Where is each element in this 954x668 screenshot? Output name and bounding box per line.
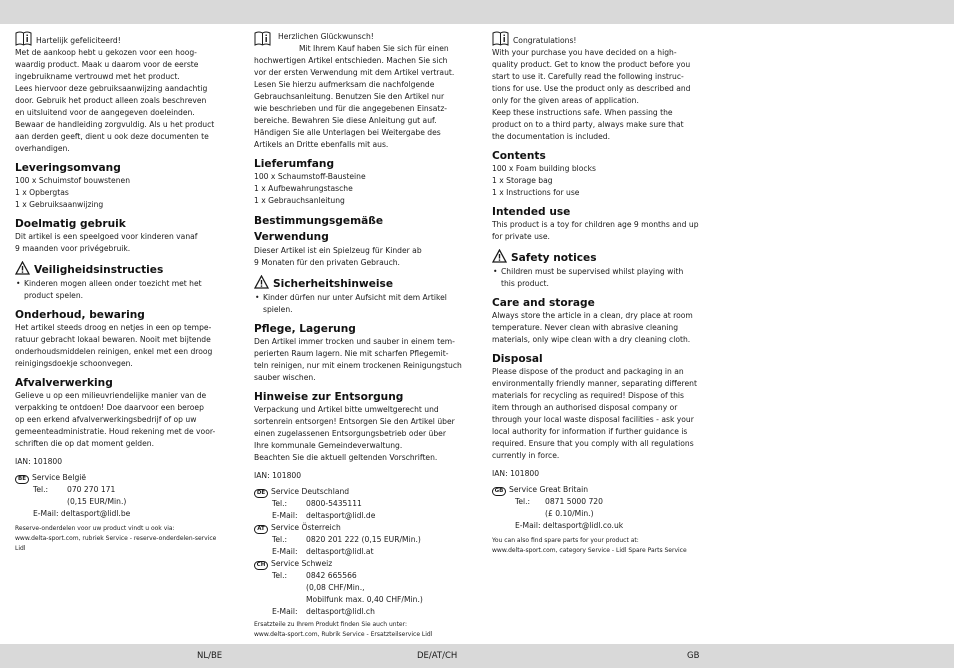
top-bar xyxy=(0,0,954,24)
intro-text: Met de aankoop hebt u gekozen voor een hoog- waardig product. Maak u daarom voor de eerste ingebruikname vertrouwd met het product. Lees hiervoor deze gebruiksaanwijzing aandachtig door. Gebruik het product alleen zoals beschreven en uitsluitend voor de aangegeven doeleinden. Bewaar de handleiding zorgvuldig. Als u het product aan derden geeft, dient u ook deze documenten te overhandigen. xyxy=(15,48,215,153)
heading-safety xyxy=(15,261,227,278)
heading-contents: Leveringsomvang xyxy=(15,162,121,174)
heading-disposal: Disposal xyxy=(492,353,543,365)
heading-use: Doelmatig gebruik xyxy=(15,218,126,230)
bottom-bar xyxy=(0,644,954,668)
email-line: E-Mail: deltasport@lidl.co.uk xyxy=(515,521,624,530)
use-text: Dit artikel is een speelgoed voor kinderen vanaf 9 maanden voor privégebruik. xyxy=(15,232,198,253)
column-gb xyxy=(492,31,706,556)
email-line: E-Mail: deltasport@lidl.be xyxy=(33,509,131,518)
service-block-de xyxy=(254,486,466,522)
tel-price: (0,08 CHF/Min., xyxy=(306,583,365,592)
footer-de-at-ch: DE/AT/CH xyxy=(417,651,458,661)
service-block xyxy=(15,472,227,520)
heading-use: Intended use xyxy=(492,206,571,218)
service-name: Service Deutschland xyxy=(271,487,350,496)
disposal-text: Gelieve u op een milieuvriendelijke manier van de verpakking te ontdoen! Doe daarvoor een beroep op een erkend afvalverwerkingsbedrijf of op uw gemeenteadministratie. Houd rekening met de voor- schriften die op dat moment gelden. xyxy=(15,391,216,448)
tel-label: Tel.: xyxy=(33,485,49,494)
service-name: Service Great Britain xyxy=(509,485,589,494)
heading-care: Pflege, Lagerung xyxy=(254,323,356,335)
service-block-ch xyxy=(254,558,466,618)
heading-contents: Contents xyxy=(492,150,546,162)
intro-section xyxy=(15,31,227,155)
care-text: Always store the article in a clean, dry place at room temperature. Never clean with abrasive cleaning materials, only wipe clean with a dry cleaning cloth. xyxy=(492,311,693,344)
intro-section xyxy=(492,31,706,143)
heading-disposal: Hinweise zur Entsorgung xyxy=(254,391,404,403)
heading-care: Care and storage xyxy=(492,297,595,309)
use-text: Dieser Artikel ist ein Spielzeug für Kinder ab 9 Monaten für den privaten Gebrauch. xyxy=(254,246,422,267)
tel-price-mobile: Mobilfunk max. 0,40 CHF/Min.) xyxy=(306,595,423,604)
intro-text: Mit Ihrem Kauf haben Sie sich für einen hochwertigen Artikel entschieden. Machen Sie sich vor der ersten Verwendung mit dem Artikel vertraut. Lesen Sie hierzu aufmerksam die nachfolgende Gebrauchsanleitung. Benutzen Sie den Artikel nur wie beschrieben und für die angegebenen Einsatz- bereiche. Bewahren Sie diese Anleitung gut auf. Händigen Sie alle Unterlagen bei Weitergabe des Artikels an Dritte ebenfalls mit aus. xyxy=(254,44,455,149)
column-de xyxy=(254,31,466,640)
heading-safety-label: Safety notices xyxy=(511,252,597,264)
service-name: Service België xyxy=(32,473,87,482)
intro-text: With your purchase you have decided on a high- quality product. Get to know the product before you start to use it. Carefully read the following instruc- tions for use. Use the product only as described and only for the given areas of application. Keep these instructions safe. When passing the product on to a third party, always make sure that the documentation is included. xyxy=(492,48,691,141)
intro-greeting: Congratulations! xyxy=(513,36,577,45)
tel-label: Tel.: xyxy=(272,571,288,580)
care-text: Den Artikel immer trocken und sauber in einem tem- perierten Raum lagern. Nie mit scharfen Pflegemit- teln reinigen, nur mit einem trockenen Reinigungstuch sauber wischen. xyxy=(254,337,462,382)
ian-number: IAN: 101800 xyxy=(254,471,302,480)
service-block xyxy=(492,484,706,532)
tel-price: (£ 0.10/Min.) xyxy=(545,509,594,518)
tel-number: 0820 201 222 (0,15 EUR/Min.) xyxy=(306,535,421,544)
email-label: E-Mail: xyxy=(272,511,298,520)
email-label: E-Mail: xyxy=(272,547,298,556)
safety-text: • Children must be supervised whilst playing with this product. xyxy=(492,266,706,290)
warning-triangle-icon xyxy=(254,275,269,289)
intro-greeting: Herzlichen Glückwunsch! xyxy=(278,32,374,41)
footer-gb: GB xyxy=(687,651,700,661)
tel-label: Tel.: xyxy=(272,535,288,544)
email-address: deltasport@lidl.at xyxy=(306,547,374,556)
service-name: Service Österreich xyxy=(271,523,341,532)
spare-parts-note: Ersatzteile zu Ihrem Produkt finden Sie auch unter: www.delta-sport.com, Rubrik Service - Ersatzteilservice Lidl xyxy=(254,621,433,638)
disposal-text: Please dispose of the product and packaging in an environmentally friendly manner, separating different materials for recycling as required! Dispose of this item through an authorised disposal company or through your local waste disposal facilities - ask your local authority for information if further guidance is required. Ensure that you comply with all regulations currently in force. xyxy=(492,367,697,460)
warning-triangle-icon xyxy=(492,249,507,263)
care-text: Het artikel steeds droog en netjes in een op tempe- ratuur gebracht lokaal bewaren. Nooit met bijtende onderhoudsmiddelen reinigen, enkel met een droog reinigingsdoekje schoonvegen. xyxy=(15,323,213,368)
country-badge: DE xyxy=(254,489,268,498)
spare-parts-note: Reserve-onderdelen voor uw product vindt u ook via: www.delta-sport.com, rubriek Service - reserve-onderdelen-service Lidl xyxy=(15,525,217,552)
footer-nl-be: NL/BE xyxy=(197,651,223,661)
heading-safety-label: Veiligheidsinstructies xyxy=(34,264,164,276)
country-badge: BE xyxy=(15,475,29,484)
heading-safety-label: Sicherheitshinweise xyxy=(273,278,394,290)
spare-parts-note: You can also find spare parts for your product at: www.delta-sport.com, category Service - Lidl Spare Parts Service xyxy=(492,537,687,554)
service-block-at xyxy=(254,522,466,558)
country-badge: AT xyxy=(254,525,268,534)
heading-contents: Lieferumfang xyxy=(254,158,335,170)
country-badge: CH xyxy=(254,561,268,570)
tel-number: 0871 5000 720 xyxy=(545,497,603,506)
tel-number: 0800-5435111 xyxy=(306,499,362,508)
safety-text: • Kinder dürfen nur unter Aufsicht mit dem Artikel spielen. xyxy=(254,292,466,316)
column-nl xyxy=(15,31,227,554)
use-text: This product is a toy for children age 9 months and up for private use. xyxy=(492,220,699,241)
email-address: deltasport@lidl.ch xyxy=(306,607,375,616)
intro-section xyxy=(254,31,466,151)
tel-price: (0,15 EUR/Min.) xyxy=(67,497,127,506)
service-name: Service Schweiz xyxy=(271,559,333,568)
disposal-text: Verpackung und Artikel bitte umweltgerecht und sortenrein entsorgen! Entsorgen Sie den Artikel über einen zugelassenen Entsorgungsbetrieb oder über Ihre kommunale Gemeindeverwaltung. Beachten Sie die aktuell geltenden Vorschriften. xyxy=(254,405,455,462)
info-book-icon xyxy=(492,31,509,46)
ian-number: IAN: 101800 xyxy=(15,457,63,466)
heading-disposal: Afvalverwerking xyxy=(15,377,113,389)
safety-text: • Kinderen mogen alleen onder toezicht met het product spelen. xyxy=(15,278,227,302)
heading-safety xyxy=(492,249,706,266)
email-label: E-Mail: xyxy=(272,607,298,616)
country-badge: GB xyxy=(492,487,506,496)
email-address: deltasport@lidl.de xyxy=(306,511,376,520)
info-book-icon xyxy=(254,31,271,46)
heading-use: Bestimmungsgemäße Verwendung xyxy=(254,215,384,243)
tel-label: Tel.: xyxy=(272,499,288,508)
tel-number: 0842 665566 xyxy=(306,571,357,580)
info-book-icon xyxy=(15,31,32,46)
heading-safety xyxy=(254,275,466,292)
warning-triangle-icon xyxy=(15,261,30,275)
ian-number: IAN: 101800 xyxy=(492,469,540,478)
heading-care: Onderhoud, bewaring xyxy=(15,309,145,321)
tel-label: Tel.: xyxy=(515,497,531,506)
contents-text: 100 x Schuimstof bouwstenen 1 x Opbergtas 1 x Gebruiksaanwijzing xyxy=(15,176,131,209)
contents-text: 100 x Schaumstoff-Bausteine 1 x Aufbewahrungstasche 1 x Gebrauchsanleitung xyxy=(254,172,366,205)
tel-number: 070 270 171 xyxy=(67,485,116,494)
intro-greeting: Hartelijk gefeliciteerd! xyxy=(36,36,121,45)
contents-text: 100 x Foam building blocks 1 x Storage bag 1 x Instructions for use xyxy=(492,164,596,197)
